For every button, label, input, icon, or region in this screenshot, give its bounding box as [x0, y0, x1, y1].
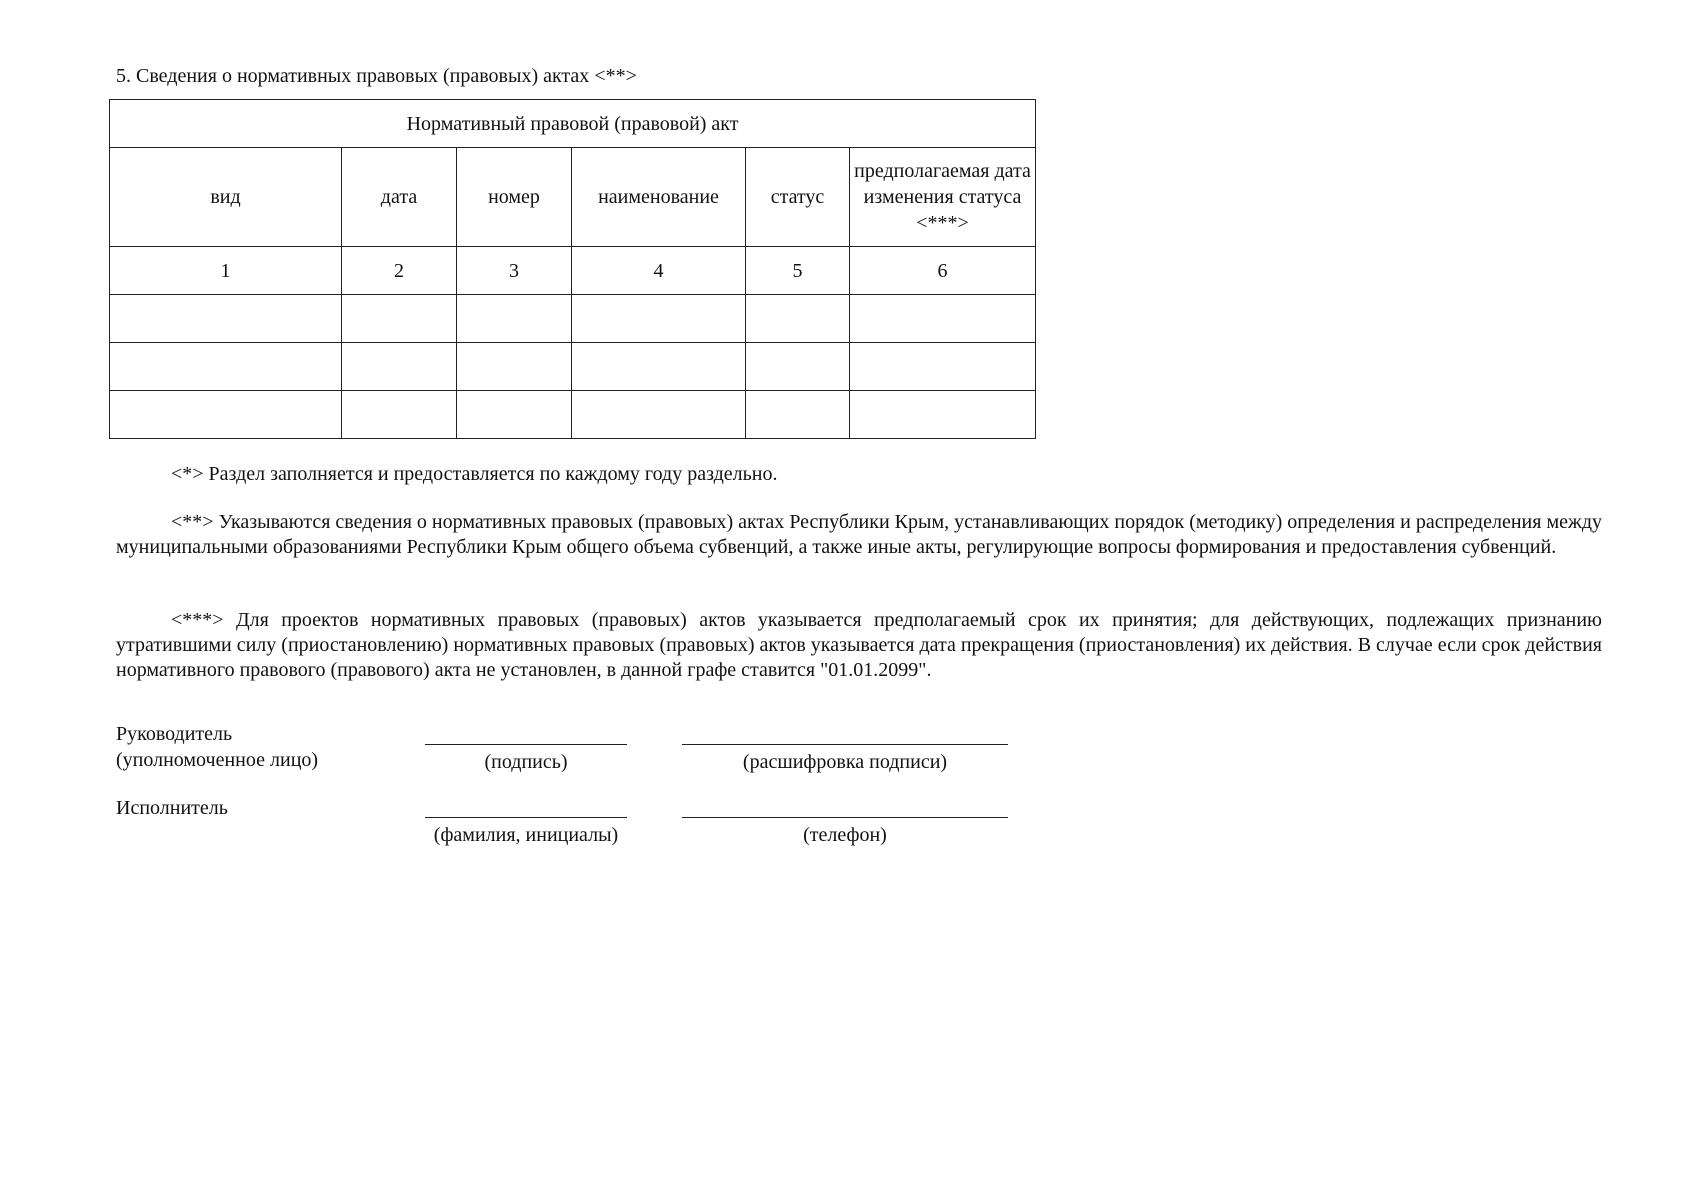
table-cell — [110, 295, 342, 343]
column-header-status: статус — [746, 148, 850, 247]
table-row — [110, 295, 1036, 343]
footnote-triple-star: <***> Для проектов нормативных правовых (правовых) актов указывается предполагаемый срок их принятия; для действующих, подлежащих признанию утратившими силу (приостановлению) нормативных правовых (правовых) актов указывается дата прекращения (приостановления) их действия. В случае если срок действия нормативного правового (правового) акта не установлен, в данной графе ставится "01.01.2099". — [116, 609, 1602, 681]
signature-line — [425, 744, 627, 745]
normative-acts-table — [109, 99, 1036, 439]
table-cell — [746, 391, 850, 439]
table-cell — [457, 295, 572, 343]
column-header-status-change-date: предполагаемая дата изменения статуса <***> — [850, 148, 1036, 247]
column-header-name: наименование — [572, 148, 746, 247]
column-header-date: дата — [342, 148, 457, 247]
column-header-number: номер — [457, 148, 572, 247]
table-row — [110, 343, 1036, 391]
phone-caption: (телефон) — [803, 824, 887, 846]
table-cell — [850, 295, 1036, 343]
table-cell — [457, 391, 572, 439]
table-group-header: Нормативный правовой (правовой) акт — [110, 100, 1036, 148]
table-cell — [850, 343, 1036, 391]
section-title: 5. Сведения о нормативных правовых (правовых) актах <**> — [116, 65, 637, 87]
column-header-type: вид — [110, 148, 342, 247]
signature-decoding-line — [682, 744, 1008, 745]
table-cell — [342, 391, 457, 439]
table-cell — [342, 343, 457, 391]
table-cell — [572, 343, 746, 391]
signature-decoding-caption: (расшифровка подписи) — [742, 751, 948, 773]
column-number: 5 — [746, 247, 850, 295]
table-cell — [850, 391, 1036, 439]
table-cell — [342, 295, 457, 343]
executor-label: Исполнитель — [116, 797, 228, 819]
table-cell — [746, 295, 850, 343]
signature-caption: (подпись) — [484, 751, 568, 773]
table-row — [110, 391, 1036, 439]
executor-name-caption: (фамилия, инициалы) — [433, 824, 619, 846]
column-number: 6 — [850, 247, 1036, 295]
column-number: 1 — [110, 247, 342, 295]
phone-line — [682, 817, 1008, 818]
table-cell — [746, 343, 850, 391]
column-number: 4 — [572, 247, 746, 295]
table-cell — [572, 391, 746, 439]
footnote-double-star: <**> Указываются сведения о нормативных правовых (правовых) актах Республики Крым, устанавливающих порядок (методику) определения и распределения между муниципальными образованиями Республики Крым общего объема субвенций, а также иные акты, регулирующие вопросы формирования и предоставления субвенций. — [116, 511, 1602, 558]
column-number: 2 — [342, 247, 457, 295]
executor-name-line — [425, 817, 627, 818]
footnote-single-star: <*> Раздел заполняется и предоставляется по каждому году раздельно. — [171, 463, 778, 485]
table-cell — [110, 343, 342, 391]
table-cell — [457, 343, 572, 391]
authorized-person-label: (уполномоченное лицо) — [116, 749, 319, 771]
head-label: Руководитель — [116, 723, 233, 745]
column-number: 3 — [457, 247, 572, 295]
table-cell — [110, 391, 342, 439]
table-cell — [572, 295, 746, 343]
